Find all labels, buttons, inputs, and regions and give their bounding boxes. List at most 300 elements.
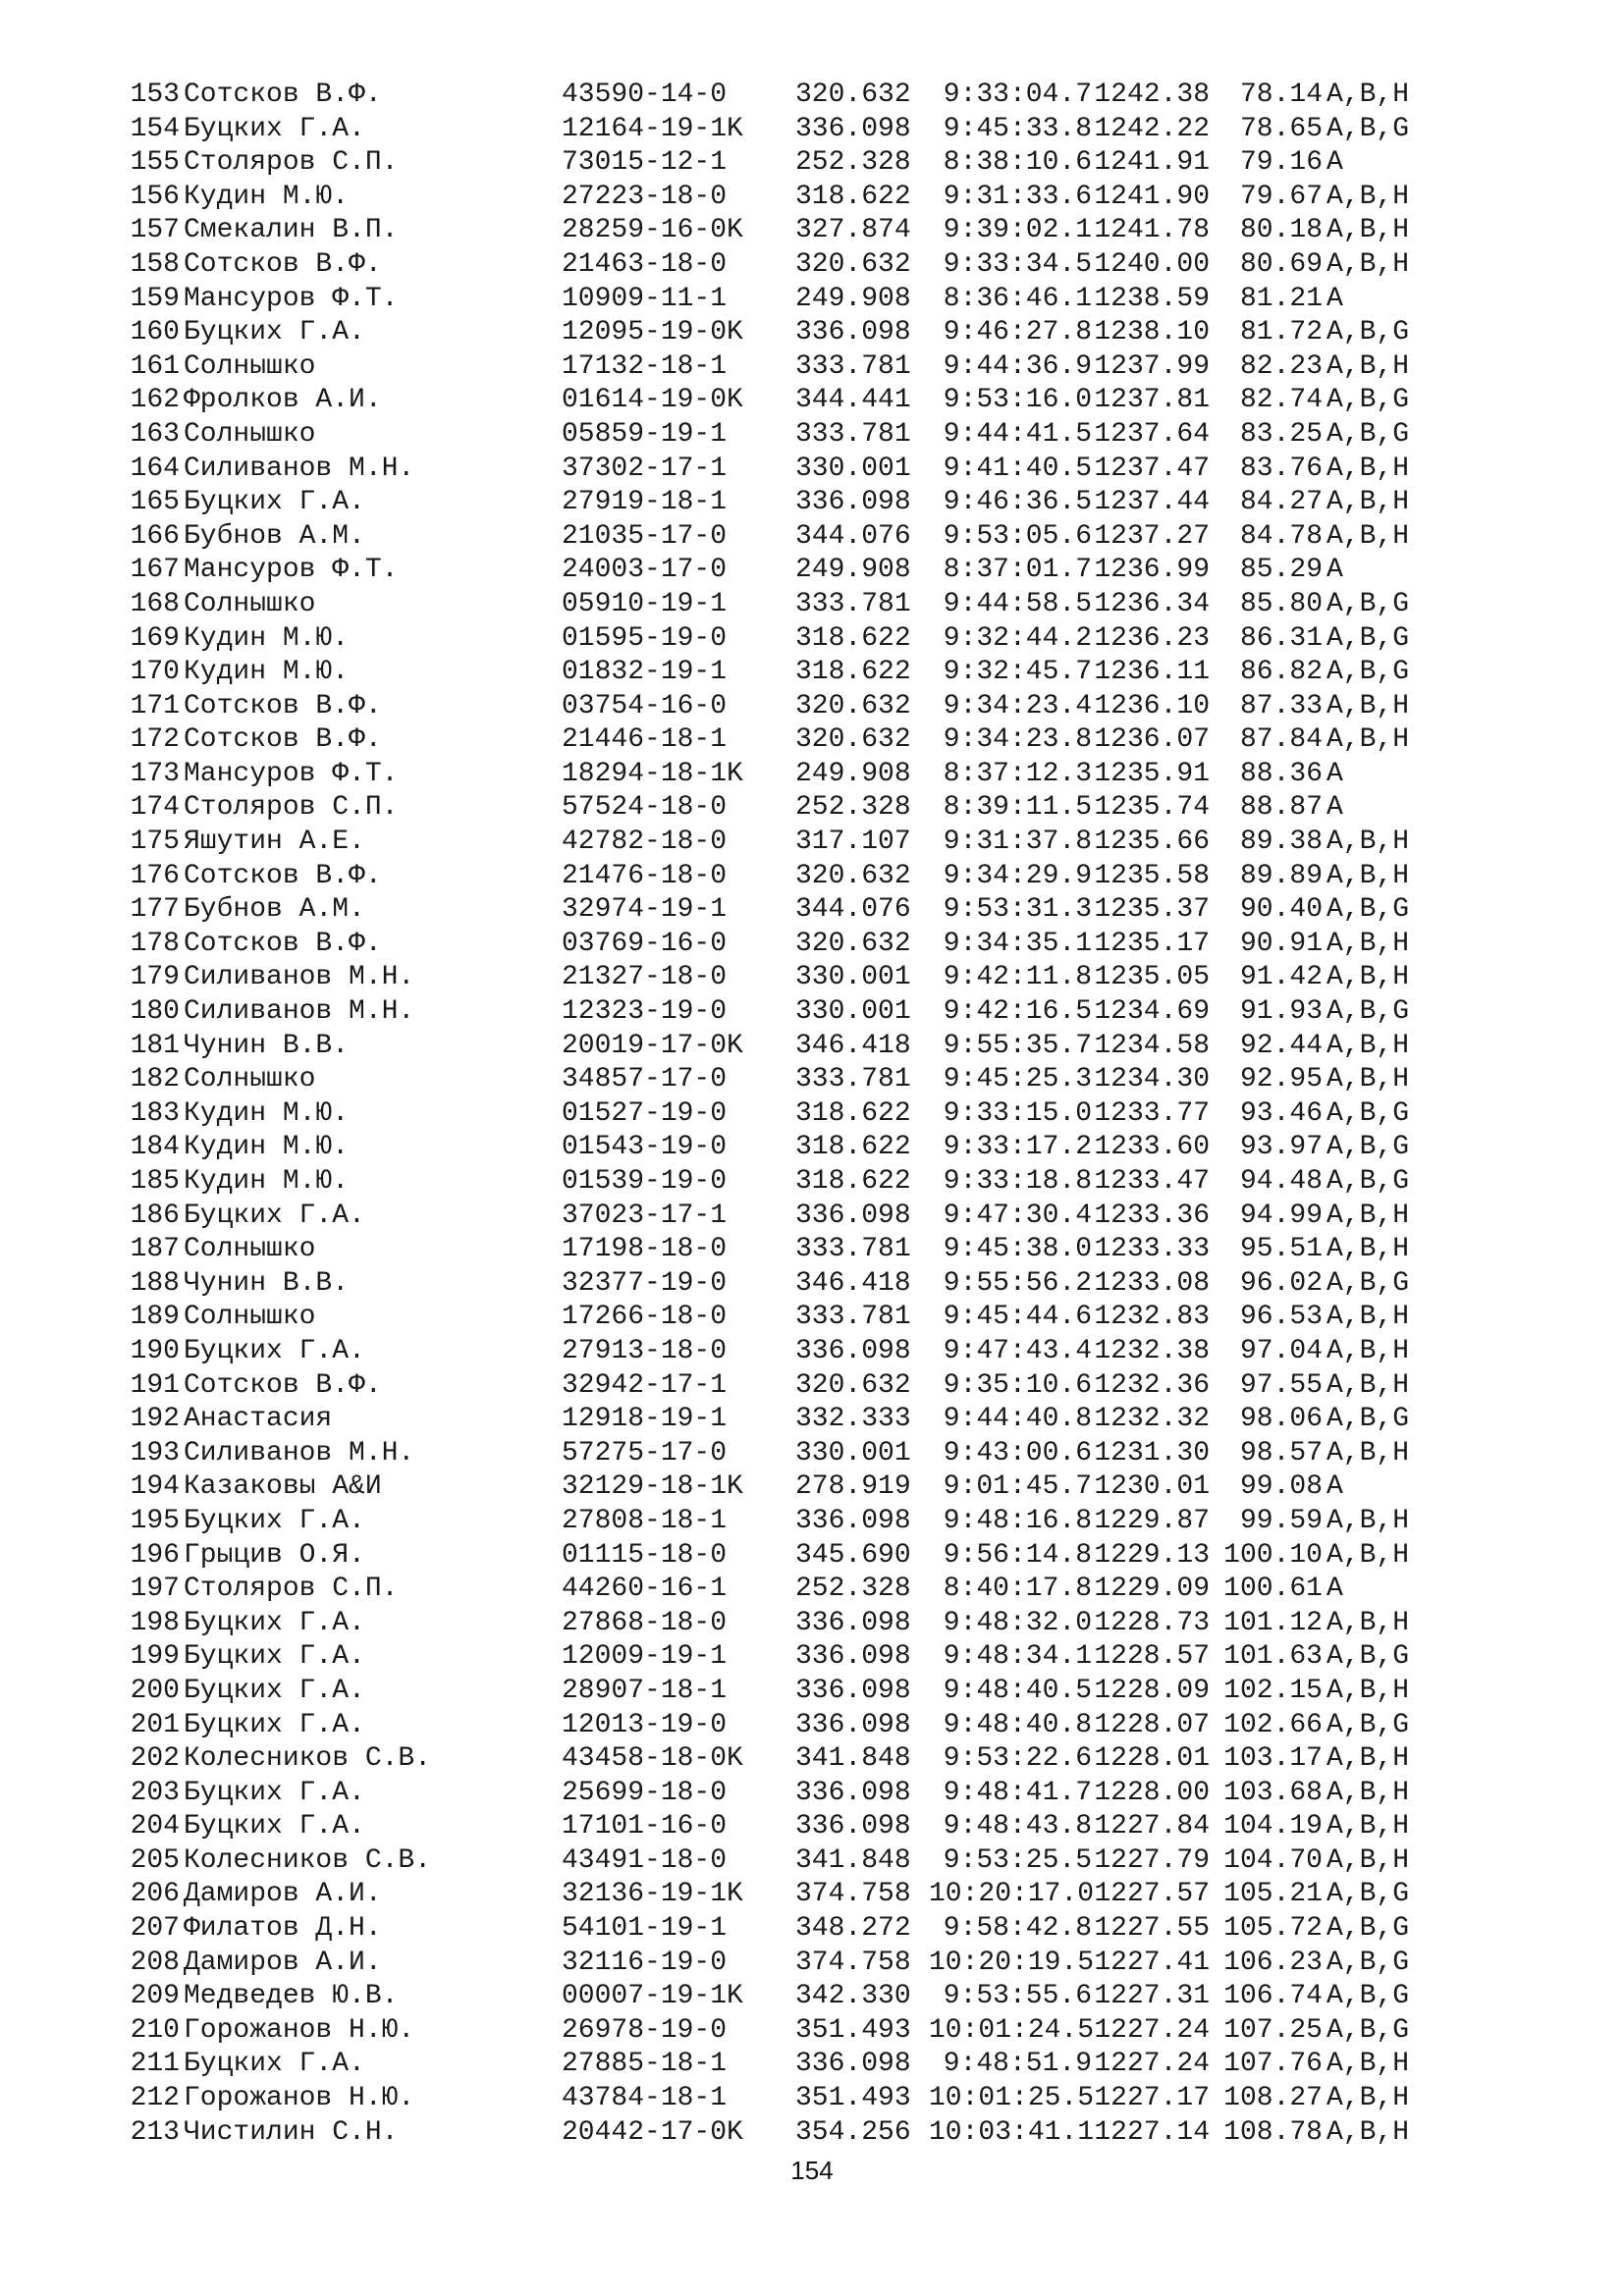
place-cell: 159 [130, 283, 180, 314]
table-row [114, 486, 1409, 520]
speed-cell: 1228.07 [1094, 1709, 1210, 1740]
place-cell: 202 [130, 1743, 180, 1775]
arrival-time-cell: 9:45:44.6 [943, 1302, 1092, 1333]
fancier-name-cell: Столяров С.П. [184, 792, 399, 824]
ring-number-cell: 21463-18-0 [562, 248, 728, 280]
table-row [114, 1640, 1409, 1675]
place-cell: 186 [130, 1200, 180, 1231]
speed-cell: 1237.64 [1094, 418, 1210, 450]
arrival-time-cell: 9:56:14.8 [943, 1539, 1092, 1571]
coefficient-cell: 86.31 [1239, 622, 1323, 654]
coefficient-cell: 107.76 [1223, 2049, 1323, 2080]
fancier-name-cell: Казаковы А&И [184, 1471, 382, 1503]
fancier-name-cell: Солнышко [184, 588, 316, 619]
distance-cell: 330.001 [795, 996, 911, 1028]
arrival-time-cell: 9:34:23.4 [943, 690, 1092, 721]
distance-cell: 345.690 [795, 1539, 911, 1571]
category-cell: A,B,G [1326, 1913, 1410, 1945]
ring-number-cell: 05859-19-1 [562, 418, 728, 450]
arrival-time-cell: 10:20:19.5 [929, 1947, 1095, 1978]
ring-number-cell: 32136-19-1K [562, 1879, 743, 1910]
distance-cell: 332.333 [795, 1404, 911, 1435]
ring-number-cell: 34857-17-0 [562, 1064, 728, 1095]
ring-number-cell: 03769-16-0 [562, 928, 728, 959]
coefficient-cell: 105.21 [1223, 1879, 1323, 1910]
page-number: 154 [790, 2156, 834, 2185]
category-cell: A,B,H [1326, 827, 1410, 858]
distance-cell: 318.622 [795, 1132, 911, 1163]
arrival-time-cell: 9:31:33.6 [943, 181, 1092, 212]
ring-number-cell: 43784-18-1 [562, 2083, 728, 2114]
distance-cell: 318.622 [795, 181, 911, 212]
place-cell: 201 [130, 1709, 180, 1740]
ring-number-cell: 26978-19-0 [562, 2014, 728, 2046]
speed-cell: 1238.59 [1094, 283, 1210, 314]
speed-cell: 1228.01 [1094, 1743, 1210, 1775]
category-cell: A,B,H [1326, 1607, 1410, 1638]
table-row [114, 79, 1409, 113]
speed-cell: 1227.24 [1094, 2014, 1210, 2046]
arrival-time-cell: 9:53:25.5 [943, 1844, 1092, 1876]
coefficient-cell: 90.40 [1239, 894, 1323, 926]
distance-cell: 318.622 [795, 1097, 911, 1129]
table-row [114, 1403, 1409, 1437]
place-cell: 160 [130, 317, 180, 348]
speed-cell: 1228.00 [1094, 1777, 1210, 1808]
coefficient-cell: 91.93 [1239, 996, 1323, 1028]
fancier-name-cell: Сотсков В.Ф. [184, 1369, 382, 1401]
coefficient-cell: 106.74 [1223, 1981, 1323, 2012]
distance-cell: 249.908 [795, 283, 911, 314]
fancier-name-cell: Грыцив О.Я. [184, 1539, 365, 1571]
arrival-time-cell: 9:53:55.6 [943, 1981, 1092, 2012]
distance-cell: 341.848 [795, 1743, 911, 1775]
table-row [114, 1539, 1409, 1574]
distance-cell: 348.272 [795, 1913, 911, 1945]
distance-cell: 346.418 [795, 1030, 911, 1061]
fancier-name-cell: Мансуров Ф.Т. [184, 555, 399, 586]
arrival-time-cell: 9:42:16.5 [943, 996, 1092, 1028]
fancier-name-cell: Силиванов М.Н. [184, 1437, 415, 1468]
distance-cell: 249.908 [795, 758, 911, 789]
coefficient-cell: 93.97 [1239, 1132, 1323, 1163]
coefficient-cell: 107.25 [1223, 2014, 1323, 2046]
place-cell: 167 [130, 555, 180, 586]
speed-cell: 1241.91 [1094, 147, 1210, 179]
arrival-time-cell: 9:55:56.2 [943, 1267, 1092, 1299]
place-cell: 163 [130, 418, 180, 450]
table-row [114, 283, 1409, 317]
ring-number-cell: 12323-19-0 [562, 996, 728, 1028]
coefficient-cell: 105.72 [1223, 1913, 1323, 1945]
arrival-time-cell: 9:35:10.6 [943, 1369, 1092, 1401]
fancier-name-cell: Буцких Г.А. [184, 1335, 365, 1366]
ring-number-cell: 27808-18-1 [562, 1505, 728, 1536]
ring-number-cell: 25699-18-0 [562, 1777, 728, 1808]
ring-number-cell: 12009-19-1 [562, 1641, 728, 1673]
category-cell: A,B,H [1326, 1811, 1410, 1842]
category-cell: A,B,G [1326, 418, 1410, 450]
category-cell: A,B,G [1326, 1166, 1410, 1197]
coefficient-cell: 97.55 [1239, 1369, 1323, 1401]
place-cell: 213 [130, 2116, 180, 2148]
fancier-name-cell: Силиванов М.Н. [184, 453, 415, 484]
speed-cell: 1233.60 [1094, 1132, 1210, 1163]
speed-cell: 1227.14 [1094, 2116, 1210, 2148]
table-row [114, 588, 1409, 622]
place-cell: 169 [130, 622, 180, 654]
distance-cell: 320.632 [795, 928, 911, 959]
fancier-name-cell: Буцких Г.А. [184, 1641, 365, 1673]
place-cell: 189 [130, 1302, 180, 1333]
place-cell: 212 [130, 2083, 180, 2114]
ring-number-cell: 21446-18-1 [562, 724, 728, 756]
distance-cell: 336.098 [795, 1641, 911, 1673]
place-cell: 200 [130, 1675, 180, 1706]
fancier-name-cell: Кудин М.Ю. [184, 1097, 350, 1129]
category-cell: A,B,H [1326, 181, 1410, 212]
ring-number-cell: 43491-18-0 [562, 1844, 728, 1876]
table-row [114, 146, 1409, 181]
category-cell: A,B,G [1326, 1267, 1410, 1299]
fancier-name-cell: Кудин М.Ю. [184, 1132, 350, 1163]
speed-cell: 1227.57 [1094, 1879, 1210, 1910]
place-cell: 210 [130, 2014, 180, 2046]
category-cell: A,B,H [1326, 1200, 1410, 1231]
table-row [114, 1573, 1409, 1607]
coefficient-cell: 87.33 [1239, 690, 1323, 721]
category-cell: A,B,G [1326, 1097, 1410, 1129]
place-cell: 180 [130, 996, 180, 1028]
place-cell: 192 [130, 1404, 180, 1435]
coefficient-cell: 92.44 [1239, 1030, 1323, 1061]
category-cell: A,B,H [1326, 1437, 1410, 1468]
coefficient-cell: 104.70 [1223, 1844, 1323, 1876]
speed-cell: 1235.66 [1094, 827, 1210, 858]
table-row [114, 181, 1409, 215]
table-row [114, 622, 1409, 657]
speed-cell: 1235.74 [1094, 792, 1210, 824]
place-cell: 155 [130, 147, 180, 179]
table-row [114, 1742, 1409, 1777]
place-cell: 208 [130, 1947, 180, 1978]
fancier-name-cell: Солнышко [184, 418, 316, 450]
ring-number-cell: 20019-17-0K [562, 1030, 743, 1061]
coefficient-cell: 89.38 [1239, 827, 1323, 858]
coefficient-cell: 86.82 [1239, 657, 1323, 688]
coefficient-cell: 108.78 [1223, 2116, 1323, 2148]
ring-number-cell: 32942-17-1 [562, 1369, 728, 1401]
arrival-time-cell: 9:48:43.8 [943, 1811, 1092, 1842]
place-cell: 205 [130, 1844, 180, 1876]
coefficient-cell: 85.29 [1239, 555, 1323, 586]
distance-cell: 336.098 [795, 1505, 911, 1536]
place-cell: 153 [130, 80, 180, 110]
place-cell: 162 [130, 385, 180, 416]
speed-cell: 1237.47 [1094, 453, 1210, 484]
table-row [114, 1505, 1409, 1539]
coefficient-cell: 100.61 [1223, 1574, 1323, 1605]
coefficient-cell: 100.10 [1223, 1539, 1323, 1571]
fancier-name-cell: Мансуров Ф.Т. [184, 283, 399, 314]
arrival-time-cell: 9:45:25.3 [943, 1064, 1092, 1095]
table-row [114, 1947, 1409, 1981]
speed-cell: 1229.13 [1094, 1539, 1210, 1571]
place-cell: 178 [130, 928, 180, 959]
ring-number-cell: 21476-18-0 [562, 860, 728, 891]
category-cell: A,B,G [1326, 894, 1410, 926]
ring-number-cell: 17132-18-1 [562, 350, 728, 382]
ring-number-cell: 32116-19-0 [562, 1947, 728, 1978]
category-cell: A,B,G [1326, 588, 1410, 619]
ring-number-cell: 37023-17-1 [562, 1200, 728, 1231]
place-cell: 187 [130, 1234, 180, 1265]
fancier-name-cell: Буцких Г.А. [184, 1200, 365, 1231]
speed-cell: 1233.08 [1094, 1267, 1210, 1299]
ring-number-cell: 01539-19-0 [562, 1166, 728, 1197]
distance-cell: 351.493 [795, 2014, 911, 2046]
fancier-name-cell: Чистилин С.Н. [184, 2116, 399, 2148]
distance-cell: 317.107 [795, 827, 911, 858]
distance-cell: 278.919 [795, 1471, 911, 1503]
coefficient-cell: 83.76 [1239, 453, 1323, 484]
category-cell: A,B,H [1326, 248, 1410, 280]
speed-cell: 1235.05 [1094, 962, 1210, 993]
place-cell: 157 [130, 215, 180, 246]
speed-cell: 1242.22 [1094, 113, 1210, 144]
coefficient-cell: 90.91 [1239, 928, 1323, 959]
distance-cell: 333.781 [795, 1234, 911, 1265]
speed-cell: 1229.09 [1094, 1574, 1210, 1605]
speed-cell: 1235.58 [1094, 860, 1210, 891]
place-cell: 185 [130, 1166, 180, 1197]
arrival-time-cell: 9:34:23.8 [943, 724, 1092, 756]
category-cell: A [1326, 555, 1343, 586]
place-cell: 206 [130, 1879, 180, 1910]
ring-number-cell: 42782-18-0 [562, 827, 728, 858]
table-row [114, 2048, 1409, 2082]
table-row [114, 350, 1409, 385]
coefficient-cell: 84.78 [1239, 520, 1323, 552]
table-row [114, 690, 1409, 724]
place-cell: 170 [130, 657, 180, 688]
fancier-name-cell: Дамиров А.И. [184, 1879, 382, 1910]
arrival-time-cell: 8:40:17.8 [943, 1574, 1092, 1605]
distance-cell: 344.076 [795, 520, 911, 552]
speed-cell: 1234.30 [1094, 1064, 1210, 1095]
category-cell: A [1326, 758, 1343, 789]
arrival-time-cell: 9:39:02.1 [943, 215, 1092, 246]
ring-number-cell: 57524-18-0 [562, 792, 728, 824]
ring-number-cell: 10909-11-1 [562, 283, 728, 314]
ring-number-cell: 20442-17-0K [562, 2116, 743, 2148]
category-cell: A,B,H [1326, 1505, 1410, 1536]
fancier-name-cell: Буцких Г.А. [184, 1675, 365, 1706]
place-cell: 179 [130, 962, 180, 993]
table-row [114, 453, 1409, 487]
arrival-time-cell: 9:48:40.5 [943, 1675, 1092, 1706]
category-cell: A [1326, 283, 1343, 314]
table-row [114, 1335, 1409, 1369]
speed-cell: 1227.55 [1094, 1913, 1210, 1945]
arrival-time-cell: 10:03:41.1 [929, 2116, 1095, 2148]
fancier-name-cell: Буцких Г.А. [184, 317, 365, 348]
category-cell: A [1326, 1471, 1343, 1503]
category-cell: A,B,G [1326, 657, 1410, 688]
arrival-time-cell: 10:01:25.5 [929, 2083, 1095, 2114]
ring-number-cell: 01115-18-0 [562, 1539, 728, 1571]
arrival-time-cell: 9:48:34.1 [943, 1641, 1092, 1673]
arrival-time-cell: 8:37:12.3 [943, 758, 1092, 789]
ring-number-cell: 00007-19-1K [562, 1981, 743, 2012]
ring-number-cell: 03754-16-0 [562, 690, 728, 721]
place-cell: 183 [130, 1097, 180, 1129]
distance-cell: 327.874 [795, 215, 911, 246]
coefficient-cell: 88.36 [1239, 758, 1323, 789]
category-cell: A,B,H [1326, 928, 1410, 959]
ring-number-cell: 57275-17-0 [562, 1437, 728, 1468]
place-cell: 194 [130, 1471, 180, 1503]
ring-number-cell: 28259-16-0K [562, 215, 743, 246]
arrival-time-cell: 9:46:27.8 [943, 317, 1092, 348]
category-cell: A,B,H [1326, 215, 1410, 246]
speed-cell: 1236.10 [1094, 690, 1210, 721]
category-cell: A [1326, 1574, 1343, 1605]
place-cell: 156 [130, 181, 180, 212]
place-cell: 199 [130, 1641, 180, 1673]
category-cell: A,B,G [1326, 113, 1410, 144]
place-cell: 193 [130, 1437, 180, 1468]
fancier-name-cell: Кудин М.Ю. [184, 181, 350, 212]
coefficient-cell: 106.23 [1223, 1947, 1323, 1978]
coefficient-cell: 99.08 [1239, 1471, 1323, 1503]
arrival-time-cell: 9:33:15.0 [943, 1097, 1092, 1129]
speed-cell: 1240.00 [1094, 248, 1210, 280]
coefficient-cell: 101.63 [1223, 1641, 1323, 1673]
speed-cell: 1227.24 [1094, 2049, 1210, 2080]
arrival-time-cell: 9:45:38.0 [943, 1234, 1092, 1265]
coefficient-cell: 85.80 [1239, 588, 1323, 619]
place-cell: 172 [130, 724, 180, 756]
ring-number-cell: 21035-17-0 [562, 520, 728, 552]
arrival-time-cell: 9:41:40.5 [943, 453, 1092, 484]
coefficient-cell: 81.72 [1239, 317, 1323, 348]
fancier-name-cell: Сотсков В.Ф. [184, 724, 382, 756]
table-row [114, 1200, 1409, 1234]
distance-cell: 336.098 [795, 1335, 911, 1366]
distance-cell: 252.328 [795, 792, 911, 824]
fancier-name-cell: Анастасия [184, 1404, 333, 1435]
category-cell: A,B,G [1326, 1641, 1410, 1673]
speed-cell: 1235.37 [1094, 894, 1210, 926]
place-cell: 158 [130, 248, 180, 280]
coefficient-cell: 88.87 [1239, 792, 1323, 824]
distance-cell: 320.632 [795, 724, 911, 756]
table-row [114, 826, 1409, 860]
coefficient-cell: 94.99 [1239, 1200, 1323, 1231]
place-cell: 168 [130, 588, 180, 619]
arrival-time-cell: 9:44:58.5 [943, 588, 1092, 619]
place-cell: 207 [130, 1913, 180, 1945]
distance-cell: 336.098 [795, 487, 911, 518]
ring-number-cell: 27885-18-1 [562, 2049, 728, 2080]
ring-number-cell: 54101-19-1 [562, 1913, 728, 1945]
arrival-time-cell: 9:01:45.7 [943, 1471, 1092, 1503]
speed-cell: 1229.87 [1094, 1505, 1210, 1536]
category-cell: A,B,H [1326, 487, 1410, 518]
place-cell: 166 [130, 520, 180, 552]
distance-cell: 330.001 [795, 962, 911, 993]
table-row [114, 2116, 1409, 2151]
arrival-time-cell: 9:48:32.0 [943, 1607, 1092, 1638]
table-row [114, 1233, 1409, 1267]
arrival-time-cell: 8:39:11.5 [943, 792, 1092, 824]
place-cell: 197 [130, 1574, 180, 1605]
ring-number-cell: 73015-12-1 [562, 147, 728, 179]
distance-cell: 320.632 [795, 1369, 911, 1401]
distance-cell: 318.622 [795, 622, 911, 654]
speed-cell: 1237.27 [1094, 520, 1210, 552]
speed-cell: 1232.83 [1094, 1302, 1210, 1333]
distance-cell: 333.781 [795, 1302, 911, 1333]
place-cell: 191 [130, 1369, 180, 1401]
coefficient-cell: 93.46 [1239, 1097, 1323, 1129]
speed-cell: 1232.36 [1094, 1369, 1210, 1401]
distance-cell: 336.098 [795, 1200, 911, 1231]
distance-cell: 333.781 [795, 418, 911, 450]
category-cell: A,B,H [1326, 453, 1410, 484]
arrival-time-cell: 9:44:40.8 [943, 1404, 1092, 1435]
table-row [114, 1878, 1409, 1912]
fancier-name-cell: Кудин М.Ю. [184, 657, 350, 688]
category-cell: A,B,H [1326, 690, 1410, 721]
fancier-name-cell: Фролков А.И. [184, 385, 382, 416]
distance-cell: 344.076 [795, 894, 911, 926]
coefficient-cell: 99.59 [1239, 1505, 1323, 1536]
ring-number-cell: 21327-18-0 [562, 962, 728, 993]
place-cell: 188 [130, 1267, 180, 1299]
category-cell: A,B,H [1326, 1743, 1410, 1775]
category-cell: A,B,G [1326, 996, 1410, 1028]
speed-cell: 1234.69 [1094, 996, 1210, 1028]
coefficient-cell: 82.23 [1239, 350, 1323, 382]
arrival-time-cell: 9:44:36.9 [943, 350, 1092, 382]
speed-cell: 1237.44 [1094, 487, 1210, 518]
place-cell: 190 [130, 1335, 180, 1366]
category-cell: A,B,H [1326, 1030, 1410, 1061]
distance-cell: 320.632 [795, 248, 911, 280]
ring-number-cell: 27913-18-0 [562, 1335, 728, 1366]
distance-cell: 354.256 [795, 2116, 911, 2148]
speed-cell: 1227.17 [1094, 2083, 1210, 2114]
arrival-time-cell: 9:53:16.0 [943, 385, 1092, 416]
table-row [114, 418, 1409, 453]
fancier-name-cell: Солнышко [184, 350, 316, 382]
speed-cell: 1241.90 [1094, 181, 1210, 212]
category-cell: A [1326, 792, 1343, 824]
arrival-time-cell: 9:46:36.5 [943, 487, 1092, 518]
fancier-name-cell: Силиванов М.Н. [184, 996, 415, 1028]
speed-cell: 1228.09 [1094, 1675, 1210, 1706]
category-cell: A,B,H [1326, 350, 1410, 382]
ring-number-cell: 01595-19-0 [562, 622, 728, 654]
fancier-name-cell: Сотсков В.Ф. [184, 248, 382, 280]
speed-cell: 1237.99 [1094, 350, 1210, 382]
table-row [114, 316, 1409, 350]
arrival-time-cell: 9:55:35.7 [943, 1030, 1092, 1061]
speed-cell: 1232.38 [1094, 1335, 1210, 1366]
arrival-time-cell: 9:34:29.9 [943, 860, 1092, 891]
